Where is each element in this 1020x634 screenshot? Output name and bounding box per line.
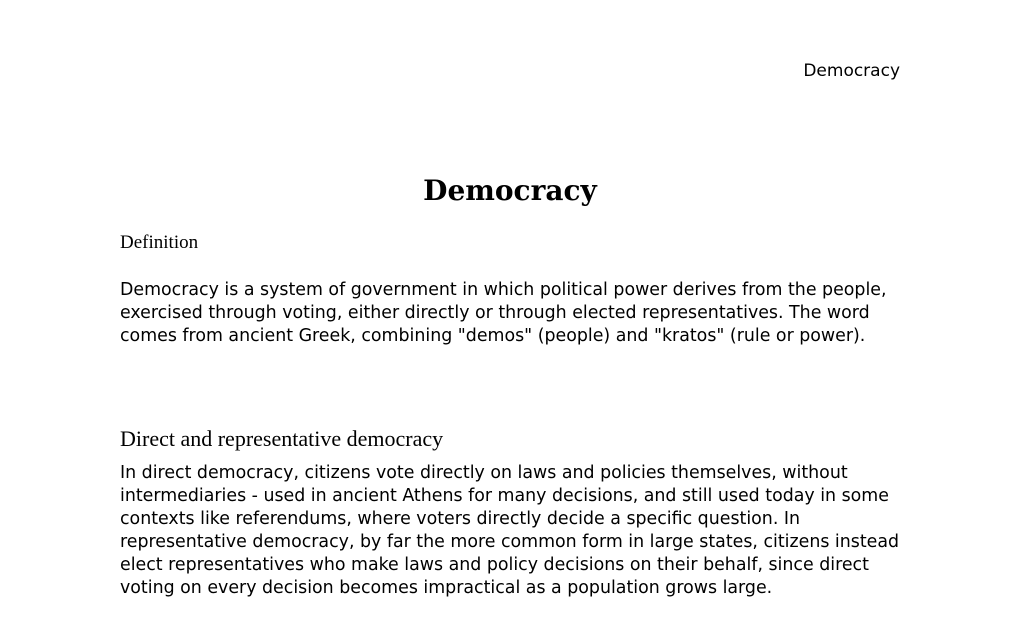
section-heading-definition: Definition	[120, 232, 199, 253]
section-heading-direct-representative: Direct and representative democracy	[120, 426, 444, 451]
direct-representative-paragraph: In direct democracy, citizens vote directly on laws and policies themselves, without intermediaries - used in ancient Athens for many decisions, and still used today in some contexts like referendums, where voters directly decide a specific question. In representative democracy, by far the more common form in large states, citizens instead elect representatives who make laws and policy decisions on their behalf, since direct voting on every decision becomes impractical as a population grows large.	[120, 463, 900, 598]
definition-paragraph: Democracy is a system of government in which political power derives from the people, exercised through voting, either directly or through elected representatives. The word comes from ancient Greek, combining "demos" (people) and "kratos" (rule or power).	[120, 280, 887, 346]
running-header: Democracy	[803, 61, 900, 81]
document-title: Democracy	[423, 174, 597, 207]
